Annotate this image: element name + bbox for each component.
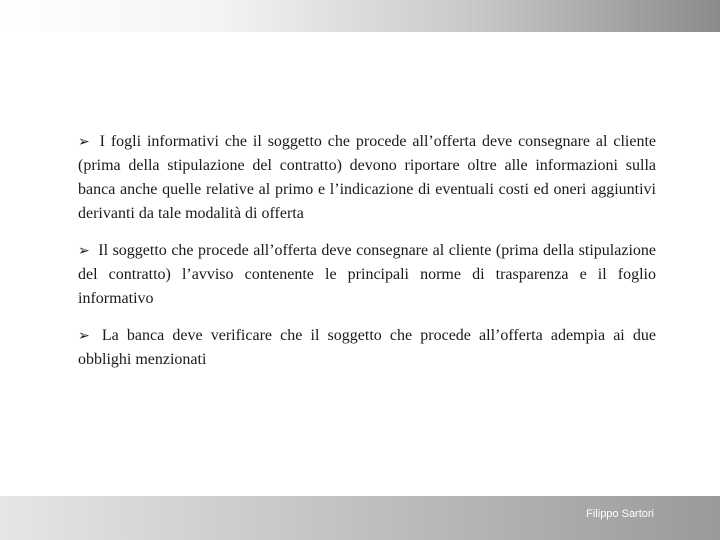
bullet-list	[78, 130, 656, 385]
bottom-gradient-bar	[0, 496, 720, 540]
bullet-text-3: La banca deve verificare che il soggetto che procede all’offerta adempia ai due obblighi menzionati	[78, 327, 656, 368]
bullet-text-2: Il soggetto che procede all’offerta deve consegnare al cliente (prima della stipulazione del contratto) l’avviso contenente le principali norme di trasparenza e il foglio informativo	[78, 242, 656, 307]
top-gradient-bar	[0, 0, 720, 32]
footer-author: Filippo Sartori	[586, 508, 654, 520]
arrow-bullet-icon: ➢	[78, 243, 90, 259]
bullet-item-3	[78, 324, 656, 372]
arrow-bullet-icon: ➢	[78, 328, 90, 344]
bullet-item-1	[78, 130, 656, 226]
bullet-item-2	[78, 239, 656, 311]
bullet-text-1: I fogli informativi che il soggetto che procede all’offerta deve consegnare al cliente (prima della stipulazione del contratto) devono riportare oltre alle informazioni sulla banca anche quelle relative al primo e l’indicazione di eventuali costi ed oneri aggiuntivi derivanti da tale modalità di offerta	[78, 133, 656, 222]
arrow-bullet-icon: ➢	[78, 134, 90, 150]
